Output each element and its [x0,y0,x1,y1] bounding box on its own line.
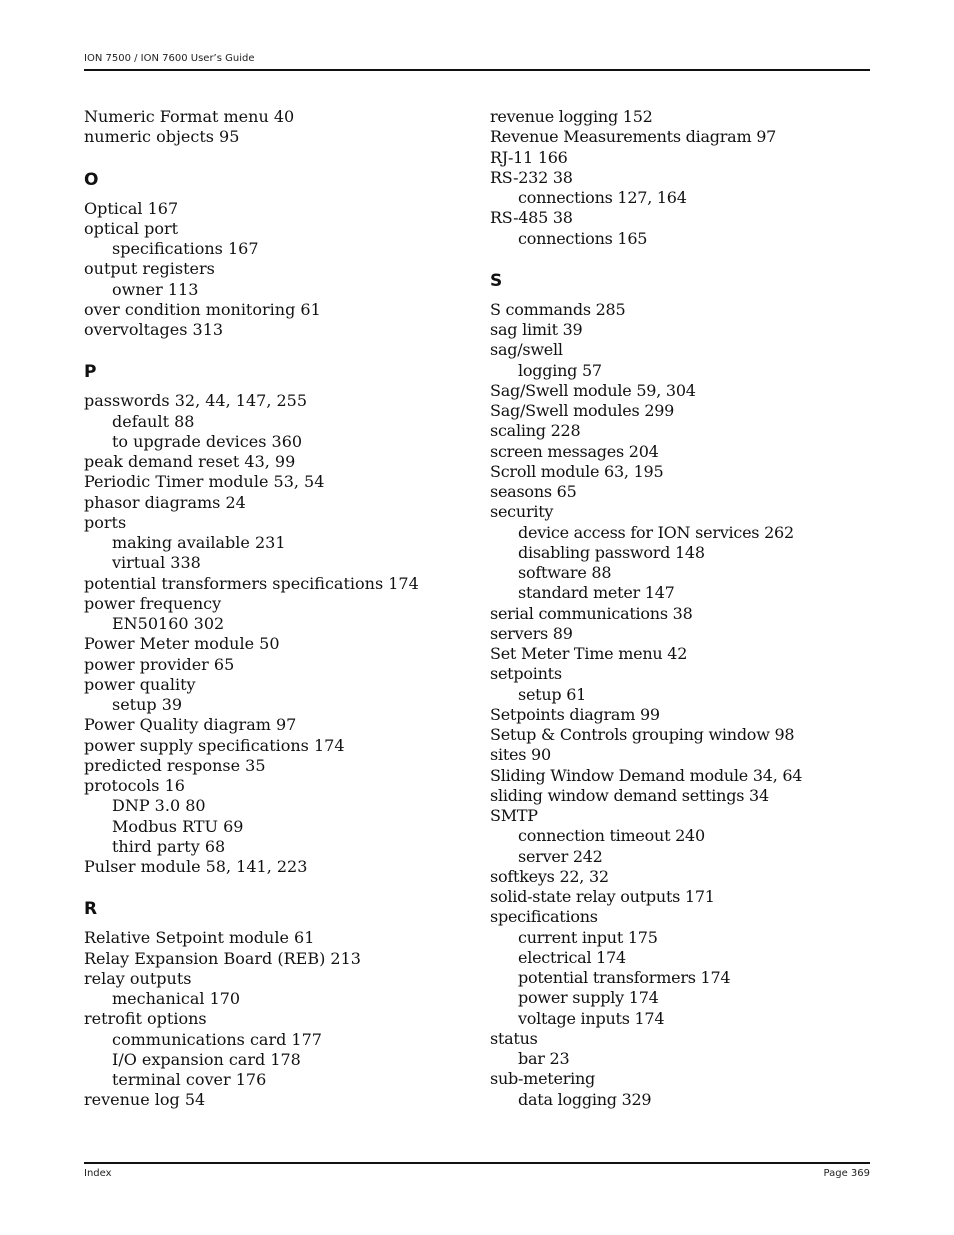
index-entry: Numeric Format menu 40 [84,107,295,126]
index-entry: scaling 228 [490,421,581,441]
index-entry: Optical 167 [84,198,179,218]
footer-page-number: Page 369 [823,1168,870,1179]
index-entry: Sliding Window Demand module 34, 64 [490,765,803,785]
index-entry: power provider 65 [84,654,235,674]
index-entry: SMTP [490,806,538,825]
index-entry: screen messages 204 [490,441,659,461]
index-subentry: disabling password 148 [518,542,705,562]
index-entry: Relative Setpoint module 61 [84,928,315,948]
header-rule [84,69,870,71]
index-entry: overvoltages 313 [84,320,224,339]
index-entry: Periodic Timer module 53, 54 [84,472,325,492]
index-entry: power supply specifications 174 [84,735,345,755]
index-subentry: device access for ION services 262 [518,522,794,542]
index-subentry: terminal cover 176 [112,1070,267,1089]
index-entry: solid-state relay outputs 171 [490,887,715,906]
index-entry: sag/swell [490,340,563,360]
index-subentry: server 242 [518,846,603,866]
index-subentry: bar 23 [518,1049,570,1068]
index-subentry: virtual 338 [112,553,201,573]
index-subentry: power supply 174 [518,988,659,1008]
index-subentry: owner 113 [112,279,199,299]
index-entry: softkeys 22, 32 [490,866,609,886]
index-subentry: software 88 [518,563,612,582]
index-entry: Set Meter Time menu 42 [490,644,688,663]
index-column-right [490,107,880,1110]
index-subentry: potential transformers 174 [518,968,731,987]
index-entry: Sag/Swell modules 299 [490,401,675,420]
index-section-letter: P [84,362,97,383]
index-entry: sites 90 [490,745,551,765]
index-subentry: specifications 167 [112,239,259,258]
footer-section-name: Index [84,1168,112,1179]
index-entry: servers 89 [490,623,573,643]
index-entry: passwords 32, 44, 147, 255 [84,391,308,411]
index-entry: Power Meter module 50 [84,634,280,654]
index-entry: ports [84,512,127,532]
index-entry: protocols 16 [84,776,185,795]
index-subentry: standard meter 147 [518,583,675,603]
index-entry: Sag/Swell module 59, 304 [490,380,696,400]
footer-rule [84,1162,870,1164]
index-subentry: voltage inputs 174 [518,1008,665,1028]
index-subentry: data logging 329 [518,1089,652,1109]
index-subentry: third party 68 [112,836,226,856]
index-entry: numeric objects 95 [84,127,240,147]
running-header: ION 7500 / ION 7600 User’s Guide [84,53,255,64]
index-subentry: connections 127, 164 [518,188,687,207]
index-subentry: electrical 174 [518,947,626,967]
index-entry: RS-232 38 [490,167,573,187]
index-entry: specifications [490,907,598,927]
index-entry: S commands 285 [490,299,626,319]
index-subentry: Modbus RTU 69 [112,816,244,836]
index-section-letter: O [84,169,99,190]
index-subentry: connection timeout 240 [518,826,705,846]
index-subentry: logging 57 [518,360,602,380]
index-entry: seasons 65 [490,482,577,501]
index-section-letter: S [490,270,503,291]
index-entry: RS-485 38 [490,208,573,228]
index-entry: serial communications 38 [490,603,693,623]
index-subentry: EN50160 302 [112,614,225,633]
index-entry: sub-metering [490,1069,596,1089]
index-subentry: connections 165 [518,228,648,248]
index-entry: retrofit options [84,1009,207,1029]
index-subentry: making available 231 [112,533,286,552]
index-entry: RJ-11 166 [490,147,568,167]
index-entry: optical port [84,218,179,238]
index-subentry: current input 175 [518,927,658,947]
index-entry: Relay Expansion Board (REB) 213 [84,948,361,968]
index-entry: power quality [84,674,196,694]
index-entry: revenue log 54 [84,1090,206,1110]
index-subentry: default 88 [112,411,195,431]
index-subentry: I/O expansion card 178 [112,1049,301,1069]
index-entry: Power Quality diagram 97 [84,715,297,735]
index-entry: Setup & Controls grouping window 98 [490,725,795,744]
index-entry: over condition monitoring 61 [84,299,321,319]
index-entry: predicted response 35 [84,755,266,775]
index-entry: output registers [84,259,215,279]
index-section-letter: R [84,899,98,920]
index-column-left [84,107,474,1111]
index-subentry: communications card 177 [112,1029,322,1049]
index-entry: revenue logging 152 [490,107,653,126]
index-entry: Revenue Measurements diagram 97 [490,127,777,147]
index-entry: status [490,1028,538,1048]
index-subentry: to upgrade devices 360 [112,431,303,451]
index-entry: power frequency [84,593,222,613]
index-entry: potential transformers specifications 174 [84,573,419,593]
index-subentry: DNP 3.0 80 [112,796,206,816]
index-entry: sag limit 39 [490,320,583,339]
index-entry: phasor diagrams 24 [84,492,246,512]
index-subentry: mechanical 170 [112,989,241,1008]
index-subentry: setup 39 [112,695,183,714]
index-entry: setpoints [490,664,562,684]
index-entry: peak demand reset 43, 99 [84,452,296,471]
index-entry: sliding window demand settings 34 [490,785,769,805]
index-entry: relay outputs [84,968,192,988]
index-entry: Setpoints diagram 99 [490,704,660,724]
index-entry: Scroll module 63, 195 [490,461,664,481]
index-entry: Pulser module 58, 141, 223 [84,857,308,876]
index-subentry: setup 61 [518,684,587,704]
index-entry: security [490,502,554,522]
